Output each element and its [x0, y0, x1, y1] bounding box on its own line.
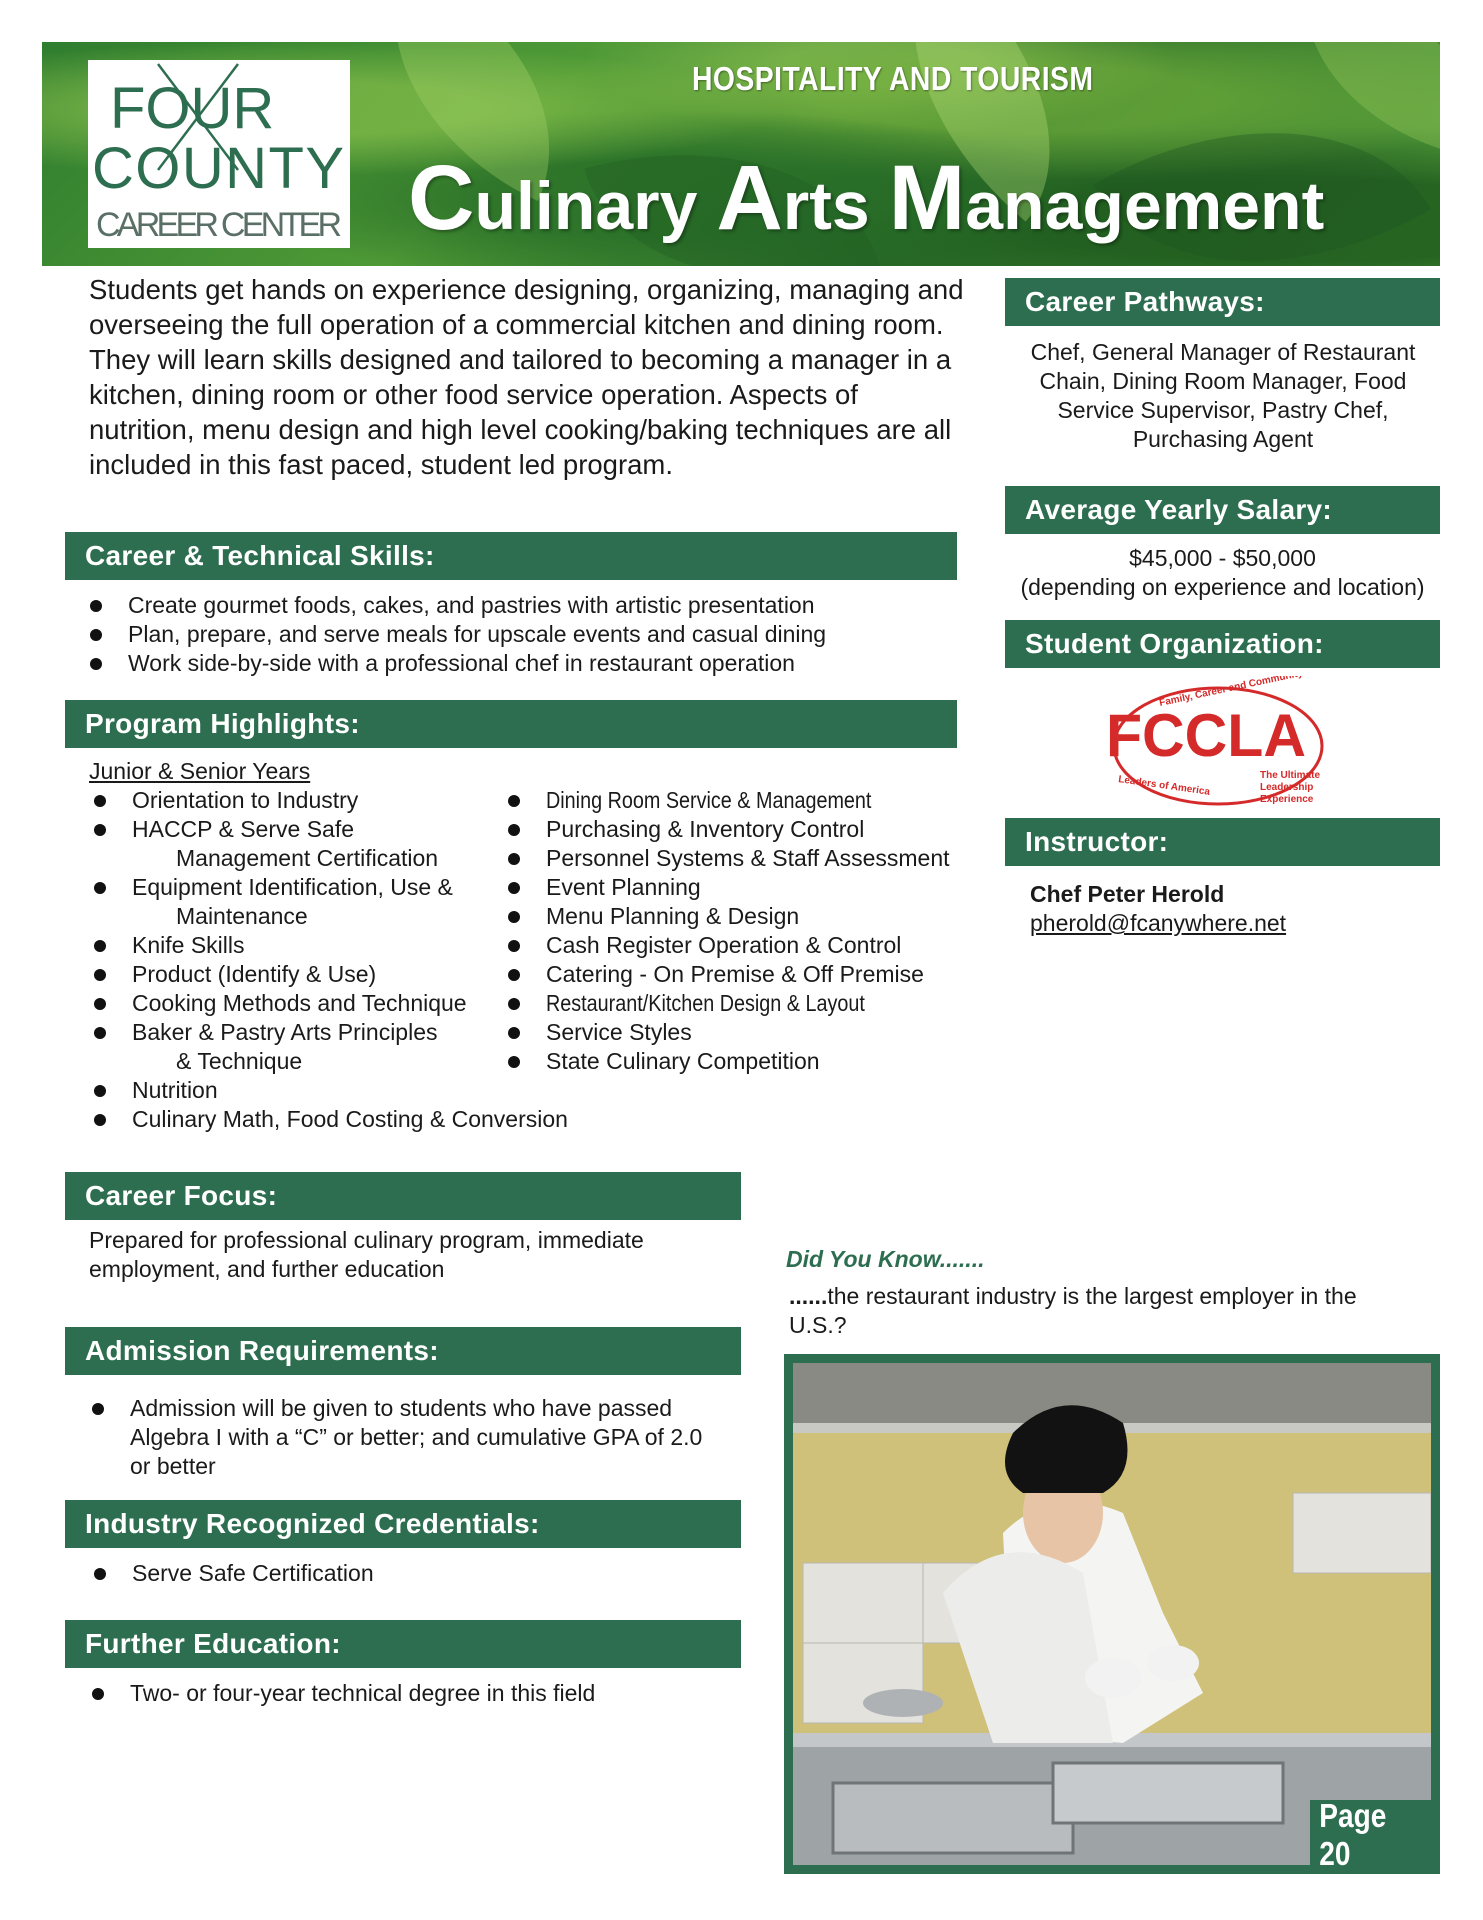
highlights-list-left: [88, 786, 568, 1134]
list-item: Cooking Methods and Technique: [88, 989, 508, 1018]
student-chef-photo: [784, 1354, 1440, 1874]
pathways-heading: Career Pathways:: [1005, 278, 1440, 326]
career-cluster: HOSPITALITY AND TOURISM: [692, 60, 1094, 97]
list-item: Orientation to Industry: [88, 786, 508, 815]
pathways-text: Chef, General Manager of Restaurant Chain, Dining Room Manager, Food Service Supervisor, Pastry Chef, Purchasing Agent: [1030, 339, 1416, 452]
list-item: Cash Register Operation & Control: [502, 931, 962, 960]
header-banner: [42, 42, 1440, 266]
salary-heading: Average Yearly Salary:: [1005, 486, 1440, 534]
admission-list: [86, 1394, 726, 1481]
fccla-wordmark: FCCLA: [1106, 702, 1306, 769]
list-item: Serve Safe Certification: [88, 1559, 728, 1588]
list-item: Baker & Pastry Arts Principles & Technique: [88, 1018, 508, 1076]
fccla-tag: The Ultimate: [1260, 770, 1321, 781]
program-description: Students get hands on experience designing, organizing, managing and overseeing the full operation of a commercial kitchen and dining room. They will learn skills designed and tailored to becoming a manager in a kitchen, dining room or other food service operation. Aspects of nutrition, menu design and high level cooking/baking techniques are all included in this fast paced, student led program.: [89, 274, 964, 480]
did-you-know-title: Did You Know.......: [786, 1246, 985, 1272]
instructor-heading: Instructor:: [1005, 818, 1440, 866]
fccla-arc-bottom: Leaders of America: [1117, 774, 1211, 798]
page-number: Page 20: [1310, 1800, 1434, 1870]
admission-heading: Admission Requirements:: [65, 1327, 741, 1375]
skills-list: [84, 591, 964, 678]
list-item: Equipment Identification, Use & Maintenance: [88, 873, 508, 931]
title-word: anagement: [965, 168, 1325, 244]
list-item: Create gourmet foods, cakes, and pastries with artistic presentation: [84, 591, 964, 620]
instructor-email-link[interactable]: pherold@fcanywhere.net: [1030, 910, 1287, 936]
career-focus-text: Prepared for professional culinary program, immediate employment, and further education: [89, 1227, 644, 1282]
highlights-list-right: [502, 786, 962, 1076]
salary-range: $45,000 - $50,000: [1129, 545, 1316, 571]
list-item: Product (Identify & Use): [88, 960, 508, 989]
credentials-heading: Industry Recognized Credentials:: [65, 1500, 741, 1548]
career-focus-heading: Career Focus:: [65, 1172, 741, 1220]
title-cap: M: [888, 147, 966, 249]
highlights-heading: Program Highlights:: [65, 700, 957, 748]
list-item: Two- or four-year technical degree in this field: [86, 1679, 726, 1708]
list-item: Dining Room Service & Management: [502, 786, 962, 815]
list-item: Restaurant/Kitchen Design & Layout: [502, 989, 962, 1018]
list-item: State Culinary Competition: [502, 1047, 962, 1076]
logo-line-1: FOUR: [110, 76, 275, 141]
salary-note: (depending on experience and location): [1020, 574, 1425, 600]
list-item: Knife Skills: [88, 931, 508, 960]
fccla-arc-top: Family, Career and Community: [1158, 676, 1304, 709]
list-item: Plan, prepare, and serve meals for upscale events and casual dining: [84, 620, 964, 649]
fccla-tag: Experience: [1260, 794, 1314, 805]
organization-heading: Student Organization:: [1005, 620, 1440, 668]
list-item: Culinary Math, Food Costing & Conversion: [88, 1105, 508, 1134]
list-item: Catering - On Premise & Off Premise: [502, 960, 962, 989]
fccla-tag: Leadership: [1260, 782, 1314, 793]
list-item: Admission will be given to students who have passed Algebra I with a “C” or better; and cumulative GPA of 2.0 or better: [86, 1394, 726, 1481]
further-education-heading: Further Education:: [65, 1620, 741, 1668]
fccla-logo: [1100, 676, 1340, 812]
title-cap: A: [716, 147, 783, 249]
instructor-name: Chef Peter Herold: [1030, 881, 1225, 907]
credentials-list: [88, 1559, 728, 1588]
skills-heading: Career & Technical Skills:: [65, 532, 957, 580]
list-item: HACCP & Serve Safe Management Certification: [88, 815, 508, 873]
further-education-list: [86, 1679, 726, 1708]
highlights-subheading: Junior & Senior Years: [89, 758, 311, 784]
list-item: Event Planning: [502, 873, 962, 902]
list-item: Personnel Systems & Staff Assessment: [502, 844, 962, 873]
logo-line-2: COUNTY: [92, 136, 344, 201]
title-word: rts: [782, 168, 889, 244]
logo-line-3: CAREER CENTER: [96, 206, 342, 244]
list-item: Work side-by-side with a professional chef in restaurant operation: [84, 649, 964, 678]
list-item: Nutrition: [88, 1076, 508, 1105]
list-item: Purchasing & Inventory Control: [502, 815, 962, 844]
list-item: Menu Planning & Design: [502, 902, 962, 931]
did-you-know-text: ......the restaurant industry is the largest employer in the U.S.?: [789, 1283, 1357, 1338]
title-cap: C: [408, 147, 475, 249]
four-county-logo: [88, 60, 350, 248]
page-title: [408, 146, 1324, 251]
title-word: ulinary: [474, 168, 717, 244]
list-item: Service Styles: [502, 1018, 962, 1047]
